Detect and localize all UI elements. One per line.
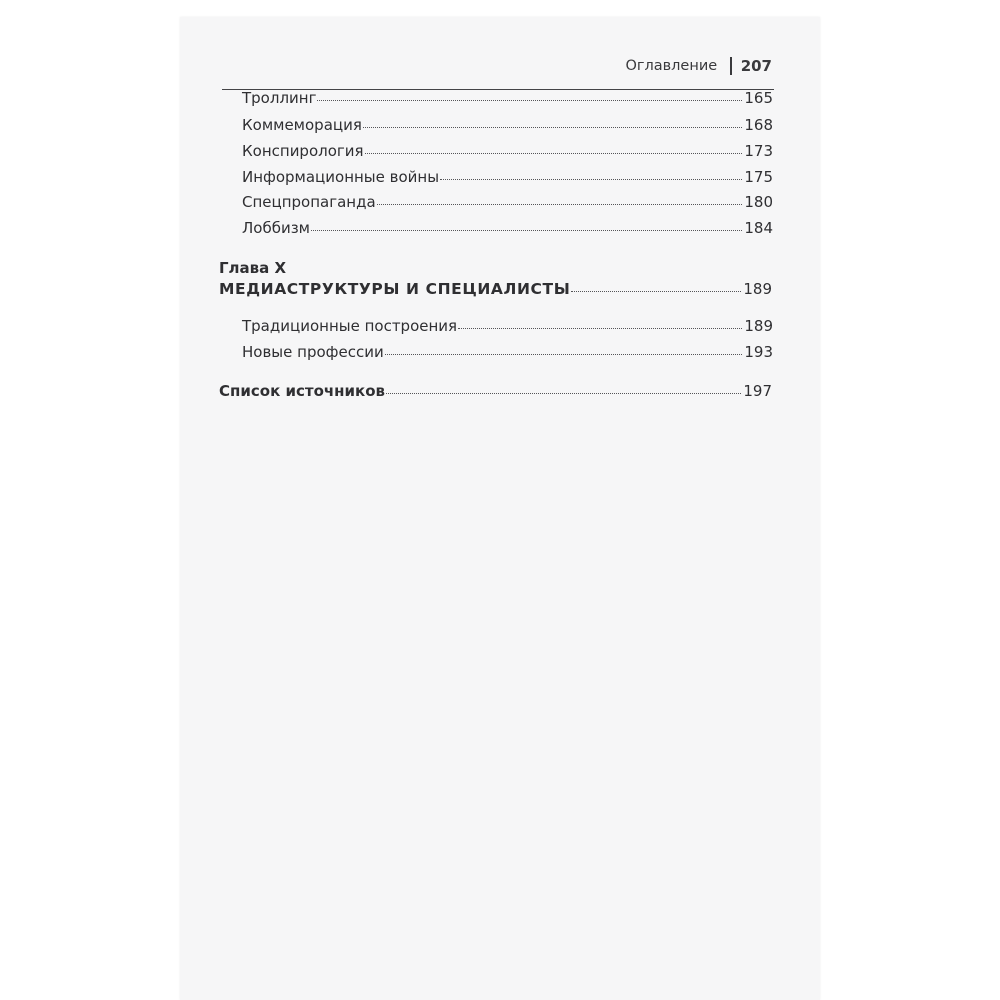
header-divider	[730, 57, 732, 75]
toc-entry-page: 168	[744, 116, 773, 134]
toc-entry	[242, 219, 773, 237]
dot-leader	[317, 100, 742, 101]
dot-leader	[363, 127, 742, 128]
dot-leader	[571, 291, 741, 292]
toc-entry-title: Традиционные построения	[242, 317, 458, 335]
toc-entry-title: Информационные войны	[242, 168, 440, 186]
chapter-title: МЕДИАСТРУКТУРЫ И СПЕЦИАЛИСТЫ	[219, 280, 571, 298]
toc-entry-page: 173	[744, 142, 773, 160]
toc-entry-page: 184	[744, 219, 773, 237]
toc-entry-title: Конспирология	[242, 142, 364, 160]
toc-entry-page: 189	[744, 317, 773, 335]
toc-entry-title: Новые профессии	[242, 343, 384, 361]
toc-entry	[242, 116, 773, 134]
toc-entry	[242, 168, 773, 186]
toc-entry	[242, 142, 773, 160]
dot-leader	[377, 204, 743, 205]
sources-page: 197	[743, 382, 772, 400]
toc-entry-page: 180	[744, 193, 773, 211]
dot-leader	[440, 179, 742, 180]
dot-leader	[365, 153, 743, 154]
sources-entry	[219, 382, 772, 400]
toc-entry-page: 165	[744, 89, 773, 107]
toc-entry-title: Троллинг	[242, 89, 317, 107]
toc-entry-page: 193	[744, 343, 773, 361]
dot-leader	[458, 328, 742, 329]
sources-title: Список источников	[219, 382, 386, 400]
chapter-page: 189	[743, 280, 772, 298]
toc-entry-page: 175	[744, 168, 773, 186]
dot-leader	[385, 354, 743, 355]
chapter-heading	[219, 280, 772, 298]
toc-entry-title: Спецпропаганда	[242, 193, 376, 211]
header-page-number: 207	[740, 57, 772, 75]
toc-entry	[242, 317, 773, 335]
chapter-label: Глава X	[219, 259, 287, 277]
header-section-title: Оглавление	[625, 58, 718, 74]
dot-leader	[311, 230, 742, 231]
toc-entry	[242, 89, 773, 107]
dot-leader	[386, 393, 741, 394]
toc-entry-title: Коммеморация	[242, 116, 362, 134]
running-header	[625, 55, 772, 77]
toc-entry-title: Лоббизм	[242, 219, 310, 237]
toc-entry	[242, 193, 773, 211]
toc-entry	[242, 343, 773, 361]
book-page	[180, 17, 820, 1000]
